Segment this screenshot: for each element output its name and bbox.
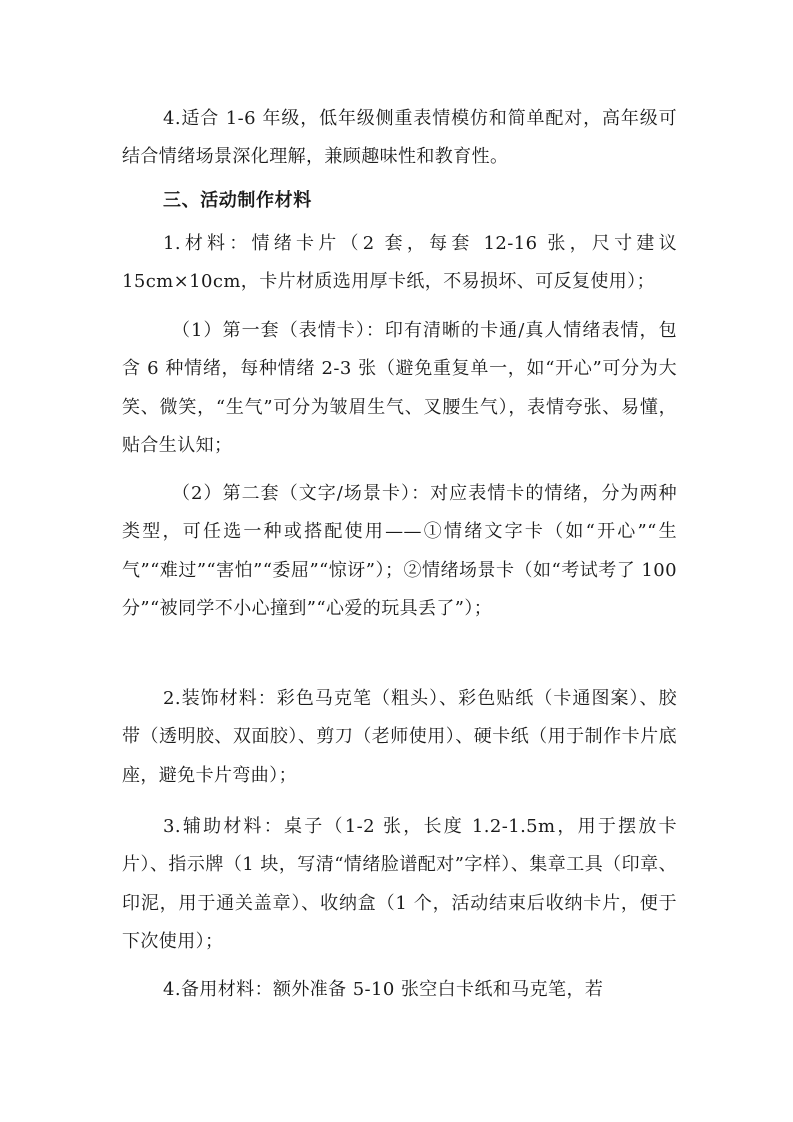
paragraph-expression-cards: （1）第一套（表情卡）：印有清晰的卡通/真人情绪表情，包含 6 种情绪，每种情绪 2-3 张（避免重复单一，如“开心”可分为大笑、微笑，“生气”可分为皱眉生气、叉腰生气），表情夸张、易懂，贴合生认知； — [122, 320, 677, 456]
paragraph-text-scene-cards: （2）第二套（文字/场景卡）：对应表情卡的情绪，分为两种类型，可任选一种或搭配使用——①情绪文字卡（如“开心”“生气”“难过”“害怕”“委屈”“惊讶”）；②情绪场景卡（如“考试考了 100 分”“被同学不小心撞到”“心爱的玩具丢了”）； — [122, 483, 677, 619]
paragraph-spare-materials: 4.备用材料：额外准备 5-10 张空白卡纸和马克笔，若 — [163, 979, 604, 1000]
paragraph-grade-suitability: 4.适合 1-6 年级，低年级侧重表情模仿和简单配对，高年级可结合情绪场景深化理解，兼顾趣味性和教育性。 — [122, 108, 677, 168]
section-heading-materials: 三、活动制作材料 — [163, 190, 312, 211]
paragraph-materials-cards: 1.材料：情绪卡片（2 套，每套 12-16 张，尺寸建议 15cm×10cm，卡片材质选用厚卡纸，不易损坏、可反复使用）； — [122, 233, 677, 293]
paragraph-auxiliary-materials: 3.辅助材料：桌子（1-2 张，长度 1.2-1.5m，用于摆放卡片）、指示牌（1 块，写清“情绪脸谱配对”字样）、集章工具（印章、印泥，用于通关盖章）、收纳盒（1 个，活动结束后收纳卡片，便于下次使用）； — [122, 816, 677, 952]
paragraph-decoration-materials: 2.装饰材料：彩色马克笔（粗头）、彩色贴纸（卡通图案）、胶带（透明胶、双面胶）、剪刀（老师使用）、硬卡纸（用于制作卡片底座，避免卡片弯曲）； — [122, 688, 677, 786]
